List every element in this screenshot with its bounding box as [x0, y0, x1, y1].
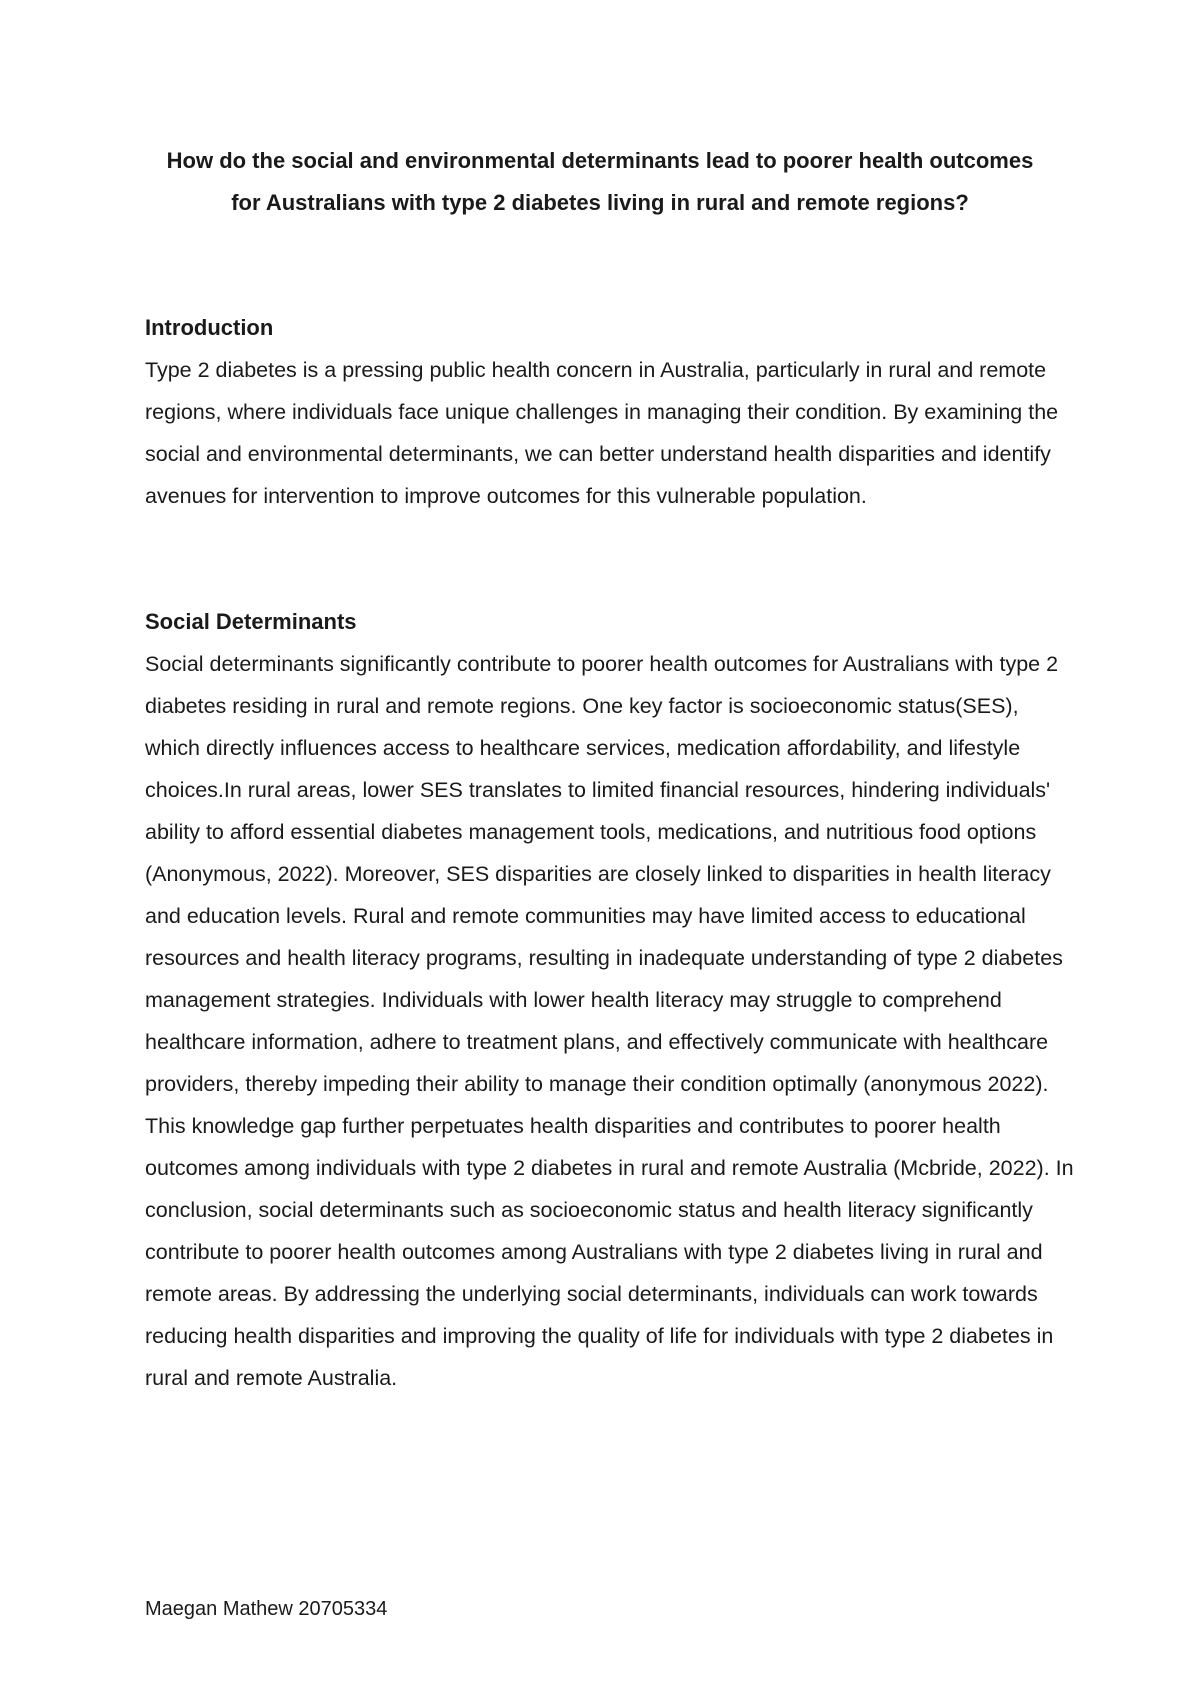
section-body-introduction: Type 2 diabetes is a pressing public health concern in Australia, particularly in rural and remote regions, where individuals face unique challenges in managing their condition. By examining the social and environmental determinants, we can better understand health disparities and identify avenues for intervention to improve outcomes for this vulnerable population. [145, 358, 1059, 508]
section-introduction [145, 307, 1075, 517]
section-heading-introduction: Introduction [145, 315, 274, 340]
section-heading-social-determinants: Social Determinants [145, 609, 357, 634]
section-body-social-determinants: Social determinants significantly contribute to poorer health outcomes for Australians with type 2 diabetes residing in rural and remote regions. One key factor is socioeconomic status(SES), which directly influences access to healthcare services, medication affordability, and lifestyle choices.In rural areas, lower SES translates to limited financial resources, hindering individuals' ability to afford essential diabetes management tools, medications, and nutritious food options (Anonymous, 2022). Moreover, SES disparities are closely linked to disparities in health literacy and education levels. Rural and remote communities may have limited access to educational resources and health literacy programs, resulting in inadequate understanding of type 2 diabetes management strategies. Individuals with lower health literacy may struggle to comprehend healthcare information, adhere to treatment plans, and effectively communicate with healthcare providers, thereby impeding their ability to manage their condition optimally (anonymous 2022). This knowledge gap further perpetuates health disparities and contributes to poorer health outcomes among individuals with type 2 diabetes in rural and remote Australia (Mcbride, 2022). In conclusion, social determinants such as socioeconomic status and health literacy significantly contribute to poorer health outcomes among Australians with type 2 diabetes living in rural and remote areas. By addressing the underlying social determinants, individuals can work towards reducing health disparities and improving the quality of life for individuals with type 2 diabetes in rural and remote Australia. [145, 652, 1074, 1390]
page-footer-author: Maegan Mathew 20705334 [145, 1598, 388, 1620]
document-title: How do the social and environmental determinants lead to poorer health outcomes for Australians with type 2 diabetes living in rural and remote regions? [166, 148, 1034, 215]
section-social-determinants [145, 601, 1075, 1399]
